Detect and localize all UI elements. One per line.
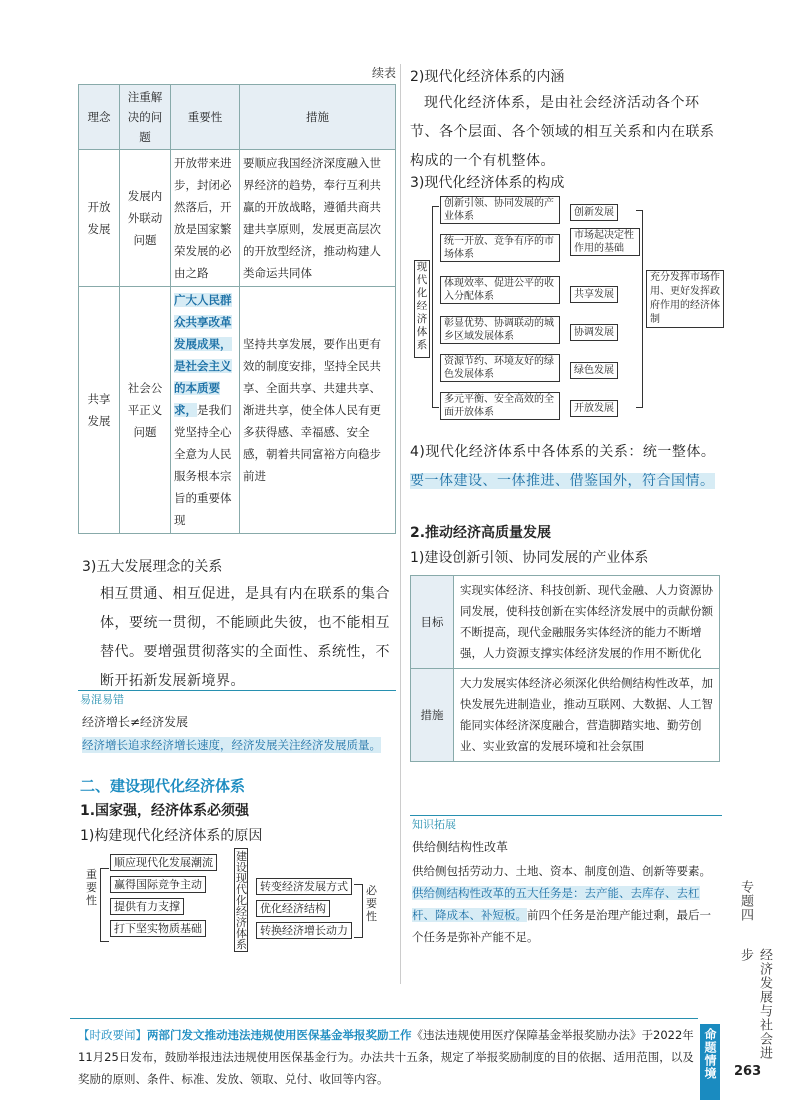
sidebar-topic: 专题四 (738, 880, 753, 922)
row-importance (171, 287, 240, 534)
row-label: 措施 (411, 669, 454, 762)
left-item: 顺应现代化发展潮流 (110, 854, 217, 871)
confuse-title: 经济增长≠经济发展 (82, 715, 189, 729)
section-3-text: 相互贯通、相互促进，是具有内在联系的集合体，要统一贯彻，不能顾此失彼，也不能相互替代。要增强贯彻落实的全面性、系统性，不断开拓新发展新境界。 (100, 586, 390, 689)
table-row (79, 287, 396, 534)
footer-headline: 两部门发文推动违法违规使用医保基金举报奖励工作 (147, 1028, 412, 1042)
r-section-2-title: 2)现代化经济体系的内涵 (410, 69, 565, 85)
diagram-center: 建设现代化经济体系 (236, 850, 247, 951)
extension-text-hl: 供给侧结构性改革的五大任务是：去产能、去库存、去杠杆、降成本、补短板。 (412, 886, 700, 922)
row-importance: 开放带来进步，封闭必然落后，开放是国家繁荣发展的必由之路 (171, 150, 240, 287)
row-text: 大力发展实体经济必须深化供给侧结构性改革，加快发展先进制造业，推动互联网、大数据、人工智能同实体经济深度融合，营造脚踏实地、勤劳创业、实业致富的发展环境和社会氛围 (454, 669, 720, 762)
extension-text-a: 供给侧包括劳动力、土地、资本、制度创造、创新等要素。 (412, 864, 711, 878)
system-item: 彰显优势、协调联动的城乡区域发展体系 (440, 316, 560, 344)
row-problem: 社会公平正义问题 (120, 287, 171, 534)
table-row (79, 150, 396, 287)
table-row (411, 576, 720, 669)
sidebar-tab (700, 1024, 720, 1100)
r-subsection-2-1: 1)建设创新引领、协同发展的产业体系 (410, 550, 649, 566)
left-item: 提供有力支撑 (110, 898, 184, 915)
system-item: 体现效率、促进公平的收入分配体系 (440, 276, 560, 304)
system-role: 绿色发展 (570, 362, 618, 379)
right-item: 优化经济结构 (256, 900, 330, 917)
header-measure: 措施 (240, 85, 396, 150)
table-header-row (79, 85, 396, 150)
r-section-4-text (410, 438, 722, 496)
system-role: 共享发展 (570, 286, 618, 303)
header-importance: 重要性 (171, 85, 240, 150)
system-diagram (410, 194, 722, 434)
header-concept: 理念 (79, 85, 120, 150)
confuse-text: 经济增长追求经济增长速度，经济发展关注经济发展质量。 (82, 738, 381, 752)
r-section-4-text-a: 4)现代化经济体系中各体系的关系：统一整体。 (410, 444, 716, 460)
system-item: 多元平衡、安全高效的全面开放体系 (440, 392, 560, 420)
right-item: 转换经济增长动力 (256, 922, 352, 939)
header-problem: 注重解决的问题 (120, 85, 171, 150)
row-measure: 坚持共享发展，要作出更有效的制度安排，坚持全民共享、全面共享、共建共享、渐进共享，使全体人民有更多获得感、幸福感、安全感，朝着共同富裕方向稳步前进 (240, 287, 396, 534)
column-divider (400, 64, 401, 984)
row-problem: 发展内外联动问题 (120, 150, 171, 287)
r-section-3-title: 3)现代化经济体系的构成 (410, 175, 565, 191)
section-3-title: 3)五大发展理念的关系 (82, 559, 223, 575)
system-item: 创新引领、协同发展的产业体系 (440, 196, 560, 224)
subsection-1-1: 1)构建现代化经济体系的原因 (80, 828, 263, 844)
table-row (411, 669, 720, 762)
system-role: 市场起决定性作用的基础 (570, 228, 640, 256)
left-item: 赢得国际竞争主动 (110, 876, 206, 893)
system-role: 创新发展 (570, 204, 618, 221)
system-right-bracket (636, 210, 643, 408)
row-label: 目标 (411, 576, 454, 669)
confuse-box (78, 690, 396, 769)
left-bracket (100, 868, 109, 942)
diagram-side-left: 重要性 (86, 868, 97, 907)
extension-box (410, 815, 722, 956)
extension-title: 供给侧结构性改革 (412, 840, 509, 854)
r-section-4-text-b: 要一体建设、一体推进、借鉴国外，符合国情。 (410, 473, 715, 489)
row-concept: 开放发展 (79, 150, 120, 287)
reason-diagram (84, 848, 394, 958)
footer-rule (70, 1018, 698, 1019)
diagram-side-right: 必要性 (366, 884, 377, 923)
extension-tag: 知识拓展 (412, 818, 456, 831)
system-role: 开放发展 (570, 400, 618, 417)
left-item: 打下坚实物质基础 (110, 920, 206, 937)
row-measure: 要顺应我国经济深度融入世界经济的趋势，奉行互利共赢的开放战略，遵循共商共建共享原则，发展更高层次的开放型经济，推动构建人类命运共同体 (240, 150, 396, 287)
continued-label: 续表 (372, 66, 397, 80)
extension-text-b: 前四个任务是治理产能过剩，最后一个任务是弥补产能不足。 (412, 908, 711, 944)
system-center: 现代化经济体系 (414, 260, 430, 358)
right-bracket (354, 884, 363, 938)
footer-news (78, 1024, 694, 1090)
r-subsection-2: 2.推动经济高质量发展 (410, 525, 552, 541)
extension-text (412, 860, 720, 948)
r-section-2-text: 现代化经济体系，是由社会经济活动各个环节、各个层面、各个领域的相互关系和内在联系构成的一个有机整体。 (410, 95, 715, 169)
system-final: 充分发挥市场作用、更好发挥政府作用的经济体制 (646, 270, 724, 328)
confuse-tag: 易混易错 (80, 693, 124, 706)
subsection-1: 1.国家强，经济体系必须强 (80, 803, 250, 819)
importance-highlight: 广大人民群众共享改革发展成果，是社会主义的本质要求， (174, 293, 232, 417)
page-number: 263 (734, 1064, 762, 1079)
right-item: 转变经济发展方式 (256, 878, 352, 895)
row-text: 实现实体经济、科技创新、现代金融、人力资源协同发展，使科技创新在实体经济发展中的贡献份额不断提高，现代金融服务实体经济的能力不断增强，人力资源支撑实体经济发展的作用不断优化 (454, 576, 720, 669)
section-heading: 二、建设现代化经济体系 (80, 777, 246, 795)
importance-rest: 是我们党坚持全心全意为人民服务根本宗旨的重要体现 (174, 403, 232, 527)
system-role: 协调发展 (570, 324, 618, 341)
footer-text: 《违法违规使用医疗保障基金举报奖励办法》于2022年11月25日发布，鼓励举报违法违规使用医保基金行为。办法共十五条，规定了举报奖励制度的目的依据、适用范围，以及奖励的原则、条件、标准、发放、领取、兑付、收回等内容。 (78, 1028, 694, 1086)
footer-tag: 【时政要闻】 (78, 1028, 147, 1042)
sidebar-tab-text: 命题情境 (703, 1028, 717, 1080)
industry-system-table (410, 575, 720, 762)
system-item: 资源节约、环境友好的绿色发展体系 (440, 354, 560, 382)
system-bracket (432, 206, 439, 408)
system-item: 统一开放、竞争有序的市场体系 (440, 234, 560, 262)
development-concepts-table (78, 84, 396, 534)
sidebar-topic-title: 经济发展与社会进步 (738, 948, 772, 1060)
row-concept: 共享发展 (79, 287, 120, 534)
